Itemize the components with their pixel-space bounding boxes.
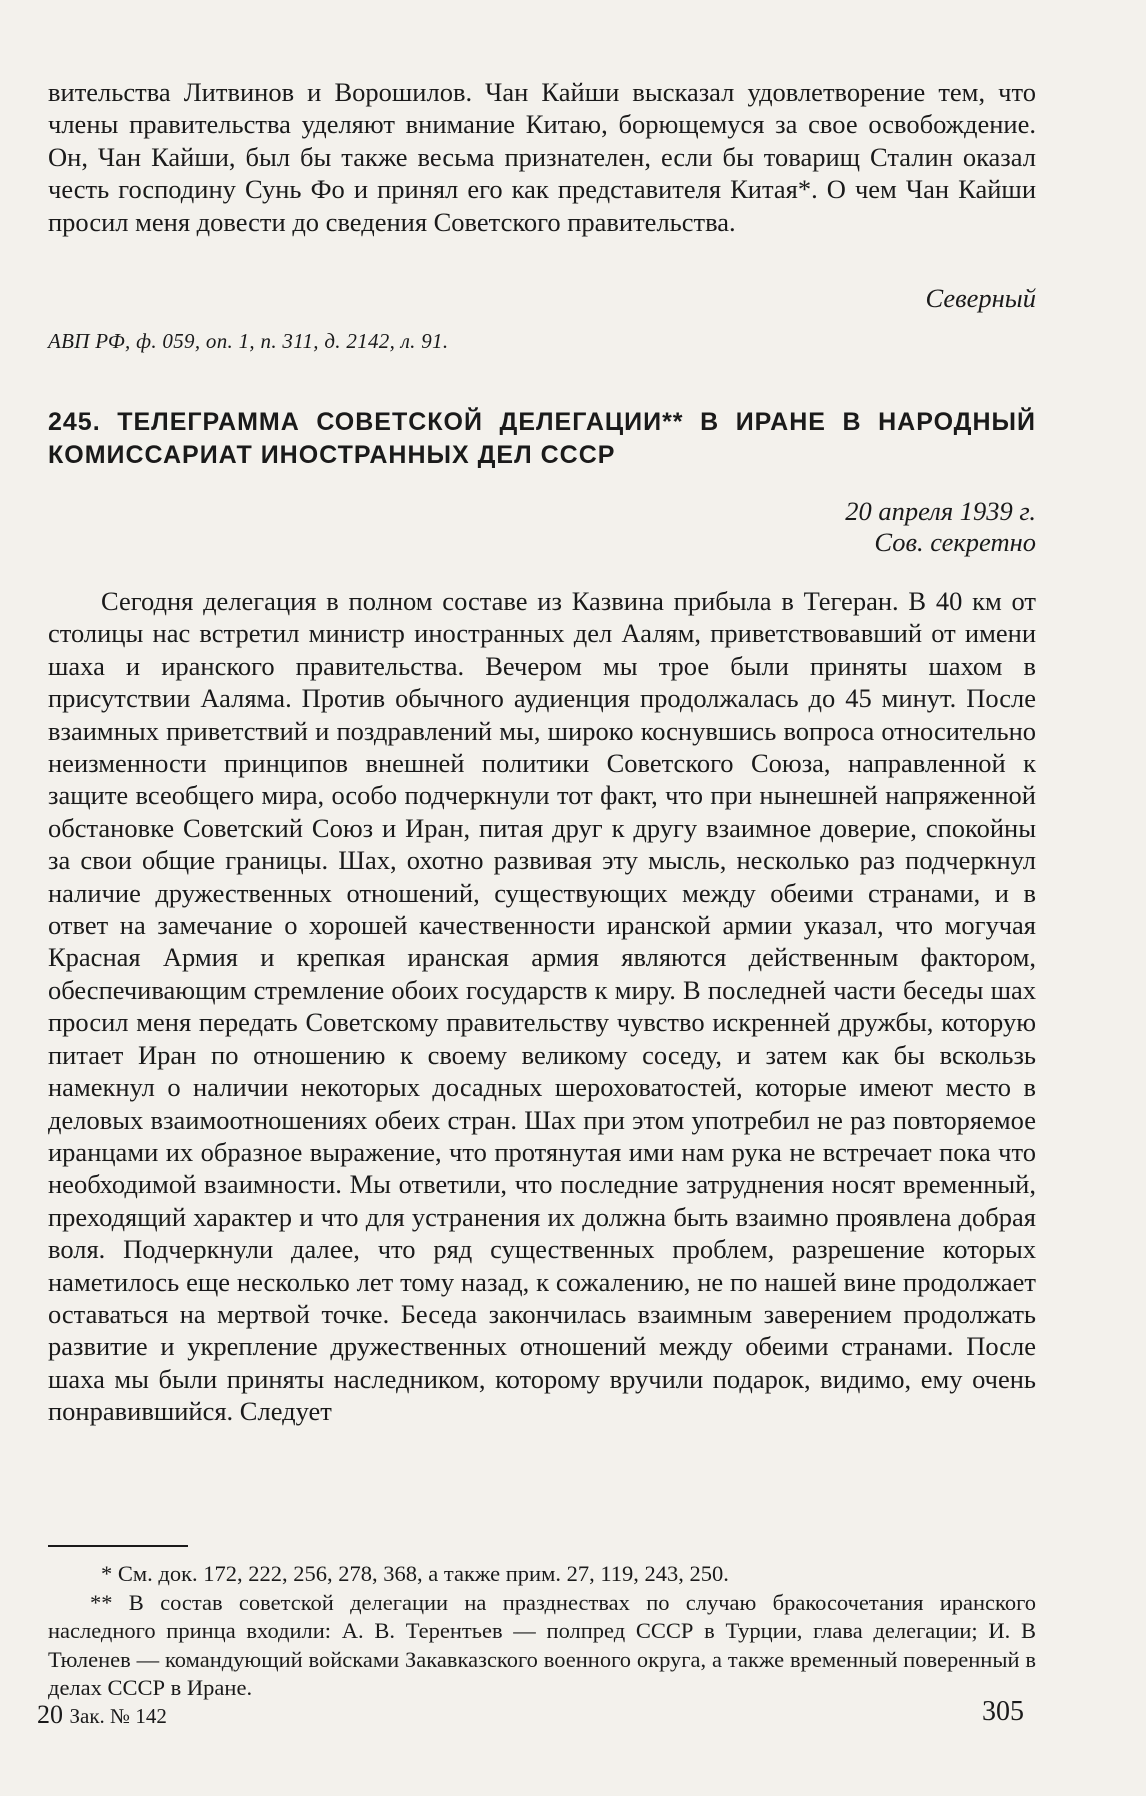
signature-number: 20 — [37, 1700, 63, 1729]
page-number: 305 — [982, 1696, 1024, 1727]
footnote-1: * См. док. 172, 222, 256, 278, 368, а также прим. 27, 119, 243, 250. — [101, 1561, 729, 1586]
intro-paragraph: вительства Литвинов и Ворошилов. Чан Кайши высказал удовлетворение тем, что члены правительства уделяют внимание Китаю, борющемуся за свое освобождение. Он, Чан Кайши, был бы также весьма признателен, если бы товарищ Сталин оказал честь господину Сунь Фо и принял его как представителя Китая*. О чем Чан Кайши просил меня довести до сведения Советского правительства. — [48, 77, 1036, 237]
order-label: Зак. № 142 — [69, 1704, 167, 1728]
footnote-2: ** В состав советской делегации на празднествах по случаю бракосочетания иранского наследного принца входили: А. В. Терентьев — полпред СССР в Турции, глава делегации; И. В Тюленев — командующий войсками Закавказского военного округа, а также временный поверенный в делах СССР в Иране. — [48, 1589, 1036, 1700]
document-classification: Сов. секретно — [874, 527, 1036, 557]
footnote-divider — [48, 1545, 188, 1547]
printer-signature-mark — [37, 1700, 167, 1731]
document-title: 245. ТЕЛЕГРАММА СОВЕТСКОЙ ДЕЛЕГАЦИИ** В ИРАНЕ В НАРОДНЫЙ КОМИССАРИАТ ИНОСТРАННЫХ ДЕЛ СССР — [48, 408, 1036, 469]
signature: Северный — [925, 283, 1036, 313]
document-body: Сегодня делегация в полном составе из Казвина прибыла в Тегеран. В 40 км от столицы нас встретил министр иностранных дел Аалям, приветствовавший от имени шаха и иранского правительства. Вечером мы трое были приняты шахом в присутствии Аалямa. Против обычного аудиенция продолжалась до 45 минут. После взаимных приветствий и поздравлений мы, широко коснувшись вопроса относительно неизменности принципов внешней политики Советского Союза, направленной к защите всеобщего мира, особо подчеркнули тот факт, что при нынешней напряженной обстановке Советский Союз и Иран, питая друг к другу взаимное доверие, спокойны за свои общие границы. Шах, охотно развивая эту мысль, несколько раз подчеркнул наличие дружественных отношений, существующих между обеими странами, и в ответ на замечание о хорошей качественности иранской армии указал, что могучая Красная Армия и крепкая иранская армия являются действенным фактором, обеспечивающим стремление обоих государств к миру. В последней части беседы шах просил меня передать Советскому правительству чувство искренней дружбы, которую питает Иран по отношению к своему великому соседу, и затем как бы вскользь намекнул о наличии некоторых досадных шероховатостей, которые имеют место в деловых взаимоотношениях обеих стран. Шах при этом употребил не раз повторяемое иранцами их образное выражение, что протянутая ими нам рука не встречает пока что необходимой взаимности. Мы ответили, что последние затруднения носят временный, преходящий характер и что для устранения их должна быть взаимно проявлена добрая воля. Подчеркнули далее, что ряд существенных проблем, разрешение которых наметилось еще несколько лет тому назад, к сожалению, не по нашей вине продолжает оставаться на мертвой точке. Беседа закончилась взаимным заверением продолжать развитие и укрепление дружественных отношений между обеими странами. После шаха мы были приняты наследником, которому вручили подарок, видимо, ему очень понравившийся. Следует — [48, 586, 1036, 1427]
footnotes — [48, 1560, 1036, 1703]
document-date: 20 апреля 1939 г. — [845, 496, 1036, 526]
archive-reference: АВП РФ, ф. 059, оп. 1, п. 311, д. 2142, л. 91. — [48, 329, 449, 353]
